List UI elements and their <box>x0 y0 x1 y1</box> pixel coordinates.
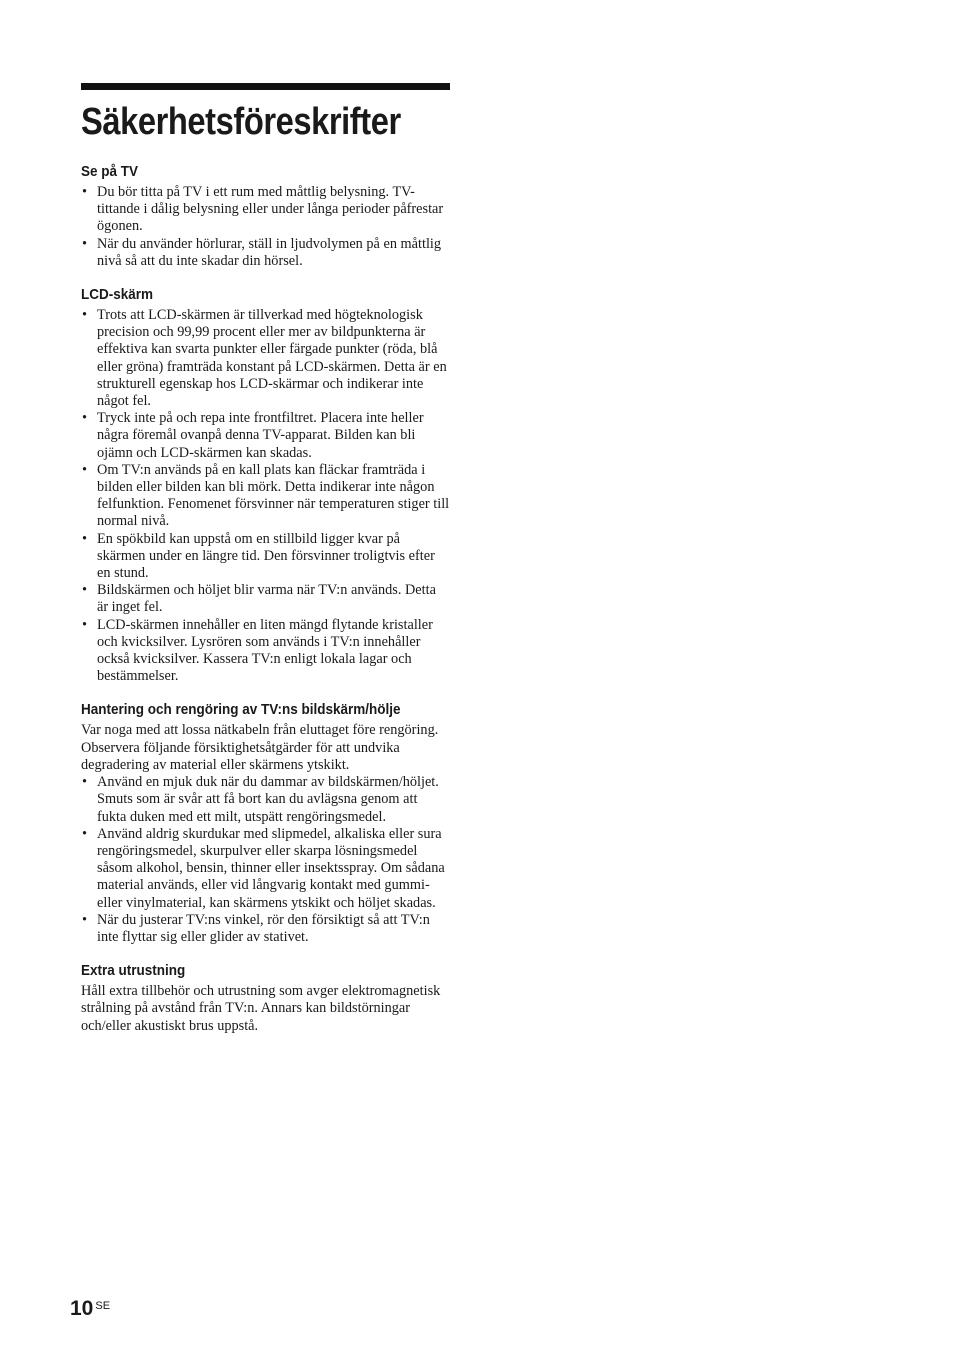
language-code: SE <box>95 1300 111 1312</box>
bullet-list <box>81 184 450 270</box>
section-extra-utrustning <box>81 962 450 1035</box>
page-title: Säkerhetsföreskrifter <box>81 101 401 143</box>
section-heading: Se på TV <box>81 163 139 180</box>
paragraph: Håll extra tillbehör och utrustning som avger elektromagnetisk strålning på avstånd från TV:n. Annars kan bildstörningar och/eller akustiskt brus uppstå. <box>81 983 441 1034</box>
bullet-item: • Bildskärmen och höljet blir varma när TV:n används. Detta är inget fel. <box>81 582 450 616</box>
bullet-list <box>81 774 450 946</box>
bullet-item: • Tryck inte på och repa inte frontfiltret. Placera inte heller några föremål ovanpå denna TV-apparat. Bilden kan bli ojämn och LCD-skärmen kan skadas. <box>81 410 450 462</box>
bullet-item: • En spökbild kan uppstå om en stillbild ligger kvar på skärmen under en längre tid. Den försvinner troligtvis efter en stund. <box>81 531 450 583</box>
section-heading: Hantering och rengöring av TV:ns bildskärm/hölje <box>81 701 401 719</box>
section-heading: LCD-skärm <box>81 286 154 304</box>
section-heading: Extra utrustning <box>81 962 186 980</box>
bullet-item: • När du använder hörlurar, ställ in ljudvolymen på en måttlig nivå så att du inte skadar din hörsel. <box>81 236 450 270</box>
section-se-pa-tv <box>81 163 450 270</box>
paragraph: Var noga med att lossa nätkabeln från eluttaget före rengöring. <box>81 722 439 739</box>
bullet-item: • Om TV:n används på en kall plats kan fläckar framträda i bilden eller bilden kan bli mörk. Detta indikerar inte någon felfunktion. Fenomenet försvinner när temperaturen stiger till normal nivå. <box>81 462 450 531</box>
bullet-item: • LCD-skärmen innehåller en liten mängd flytande kristaller och kvicksilver. Lysrören som används i TV:n innehåller också kvicksilver. Kassera TV:n enligt lokala lagar och bestämmelser. <box>81 617 450 686</box>
bullet-item: • Använd aldrig skurdukar med slipmedel, alkaliska eller sura rengöringsmedel, skurpulver eller skarpa lösningsmedel såsom alkohol, bensin, thinner eller insektsspray. Om sådana material används, eller vid långvarig kontakt med gummi- eller vinylmaterial, kan skärmens ytskikt och höljet skadas. <box>81 826 450 912</box>
section-lcd-skarm <box>81 286 450 685</box>
bullet-item: • Du bör titta på TV i ett rum med måttlig belysning. TV-tittande i dålig belysning eller under långa perioder påfrestar ögonen. <box>81 184 450 236</box>
bullet-item: • När du justerar TV:ns vinkel, rör den försiktigt så att TV:n inte flyttar sig eller glider av stativet. <box>81 912 450 946</box>
page-number: 10 <box>70 1297 94 1320</box>
page-footer <box>70 1297 110 1321</box>
bullet-item: • Använd en mjuk duk när du dammar av bildskärmen/höljet. Smuts som är svår att få bort kan du avlägsna genom att fukta duken med ett milt, utspätt rengöringsmedel. <box>81 774 450 826</box>
bullet-list <box>81 307 450 685</box>
title-rule <box>81 83 450 90</box>
bullet-item: • Trots att LCD-skärmen är tillverkad med högteknologisk precision och 99,99 procent eller mer av bildpunkterna är effektiva kan svarta punkter eller färgade punkter (röda, blå eller gröna) framträda konstant på LCD-skärmen. Detta är en strukturell egenskap hos LCD-skärmar och indikerar inte något fel. <box>81 307 450 410</box>
paragraph: Observera följande försiktighetsåtgärder för att undvika degradering av material eller skärmens ytskikt. <box>81 739 400 773</box>
section-hantering-rengoring <box>81 701 450 946</box>
content-column <box>81 83 450 1035</box>
